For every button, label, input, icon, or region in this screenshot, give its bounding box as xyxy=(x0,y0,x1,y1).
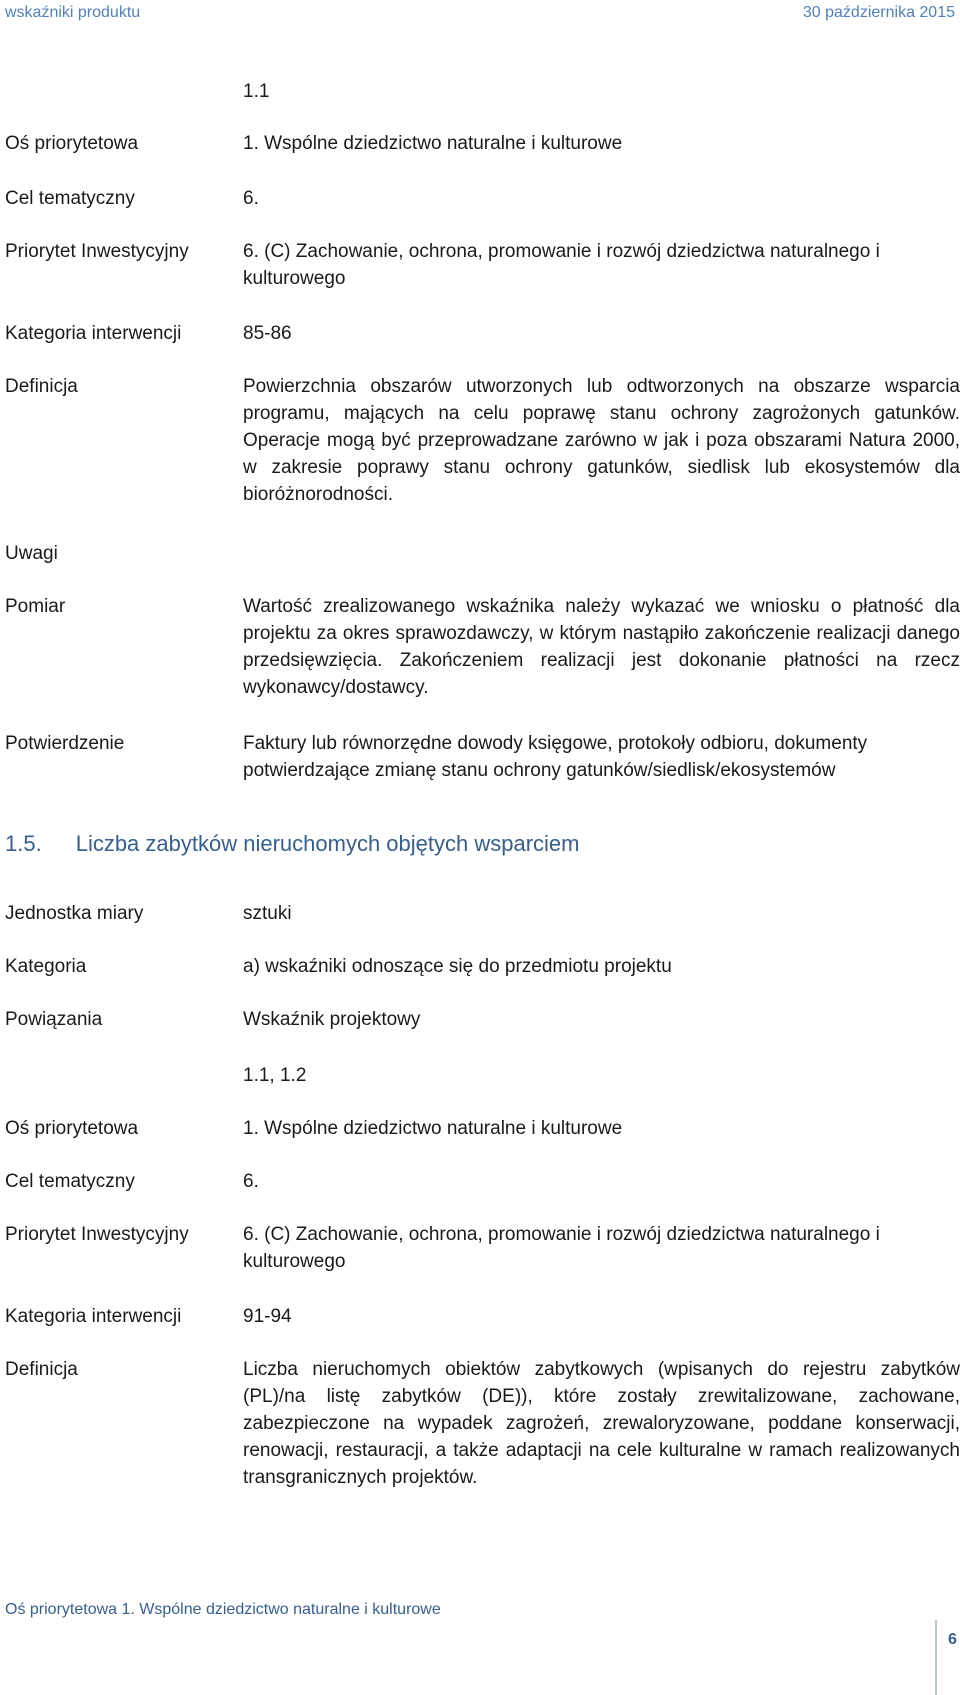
related-value-2: 1.1, 1.2 xyxy=(243,1065,307,1086)
priority-label: Priorytet Inwestycyjny xyxy=(5,241,189,262)
priority-label-2: Priorytet Inwestycyjny xyxy=(5,1224,189,1245)
footer-title: Oś priorytetowa 1. Wspólne dziedzictwo naturalne i kulturowe xyxy=(5,1601,441,1618)
category-label: Kategoria xyxy=(5,956,87,977)
axis-value-2: 1. Wspólne dziedzictwo naturalne i kulturowe xyxy=(243,1118,623,1139)
category-value: a) wskaźniki odnoszące się do przedmiotu projektu xyxy=(243,956,672,977)
axis-label: Oś priorytetowa xyxy=(5,133,139,154)
definition-label-2: Definicja xyxy=(5,1359,78,1380)
priority-value: 6. (C) Zachowanie, ochrona, promowanie i rozwój dziedzictwa naturalnego i kulturowego xyxy=(243,241,880,289)
intervention-value-2: 91-94 xyxy=(243,1306,292,1327)
definition-value-2: Liczba nieruchomych obiektów zabytkowych (wpisanych do rejestru zabytków (PL)/na listę zabytków (DE)), które zostały zrewitalizowane, zachowane, zabezpieczone na wypadek zagrożeń, zrewaloryzowane, poddane konserwacji, renowacji, restauracji, a także adaptacji na cele kulturalne w ramach realizowanych transgranicznych projektów. xyxy=(243,1359,960,1488)
axis-label-2: Oś priorytetowa xyxy=(5,1118,139,1139)
axis-value: 1. Wspólne dziedzictwo naturalne i kulturowe xyxy=(243,133,623,154)
priority-value-2: 6. (C) Zachowanie, ochrona, promowanie i rozwój dziedzictwa naturalnego i kulturowego xyxy=(243,1224,880,1272)
page-number: 6 xyxy=(948,1631,957,1648)
definition-label: Definicja xyxy=(5,376,78,397)
goal-value-2: 6. xyxy=(243,1171,259,1192)
page-header xyxy=(5,4,955,26)
intervention-label: Kategoria interwencji xyxy=(5,323,182,344)
header-date: 30 października 2015 xyxy=(802,4,955,21)
relations-value: Wskaźnik projektowy xyxy=(243,1009,421,1030)
relations-label: Powiązania xyxy=(5,1009,103,1030)
intervention-value: 85-86 xyxy=(243,323,292,344)
goal-label-2: Cel tematyczny xyxy=(5,1171,135,1192)
confirmation-value: Faktury lub równorzędne dowody księgowe, protokoły odbioru, dokumenty potwierdzające zmianę stanu ochrony gatunków/siedlisk/ekosystemów xyxy=(243,733,868,781)
confirmation-label: Potwierdzenie xyxy=(5,733,125,754)
intervention-label-2: Kategoria interwencji xyxy=(5,1306,182,1327)
goal-label: Cel tematyczny xyxy=(5,188,135,209)
header-title: wskaźniki produktu xyxy=(5,4,141,21)
measure-value: Wartość zrealizowanego wskaźnika należy wykazać we wniosku o płatność dla projektu za okres sprawozdawczy, w którym nastąpiło zakończenie realizacji danego przedsięwzięcia. Zakończeniem realizacji jest dokonanie płatności na rzecz wykonawcy/dostawcy. xyxy=(243,596,960,698)
section-heading xyxy=(5,831,579,857)
related-value: 1.1 xyxy=(243,81,270,102)
unit-value: sztuki xyxy=(243,903,292,924)
definition-value: Powierzchnia obszarów utworzonych lub odtworzonych na obszarze wsparcia programu, mających na celu poprawę stanu ochrony zagrożonych gatunków. Operacje mogą być przeprowadzane zarówno w jak i poza obszarami Natura 2000, w zakresie poprawy stanu ochrony gatunków, siedlisk lub ekosystemów dla bioróżnorodności. xyxy=(243,376,960,505)
measure-label: Pomiar xyxy=(5,596,66,617)
unit-label: Jednostka miary xyxy=(5,903,144,924)
remarks-label: Uwagi xyxy=(5,543,58,564)
section-title: Liczba zabytków nieruchomych objętych wsparciem xyxy=(75,831,580,856)
section-number: 1.5. xyxy=(5,831,42,856)
goal-value: 6. xyxy=(243,188,259,209)
